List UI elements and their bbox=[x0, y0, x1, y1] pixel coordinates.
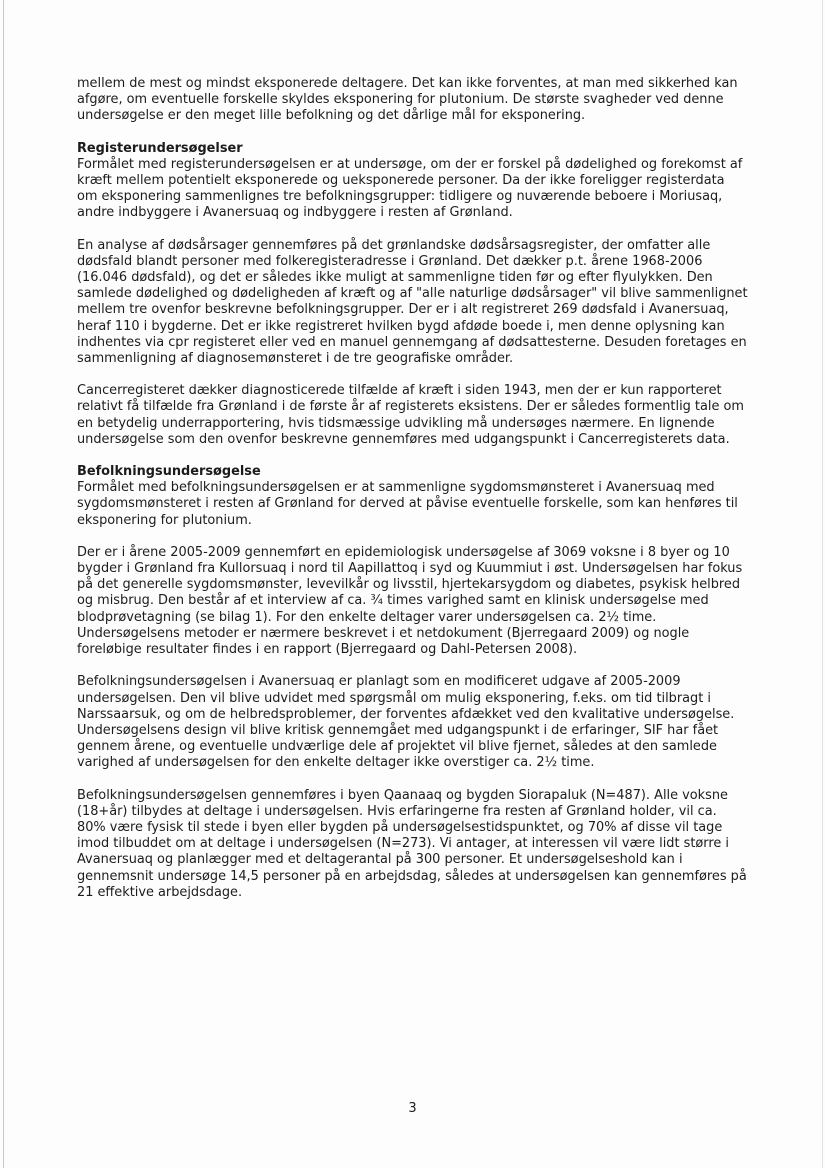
register-section bbox=[77, 141, 749, 448]
paragraph-gap bbox=[77, 529, 749, 545]
population-paragraph-avanersuaq-plan: Befolkningsundersøgelsen i Avanersuaq er planlagt som en modificeret udgave af 2005-2009 undersøgelsen. Den vil blive udvidet med spørgsmål om mulig eksponering, f.eks. om tid tilbragt i Narssaarsuk, og om de helbredsproblemer, der forventes afdækket ved den kvalitative undersøgelse. Undersøgelsens design vil blive kritisk gennemgået med udgangspunkt i de erfaringer, SIF har fået gennem årene, og eventuelle undværlige dele af projektet vil blive fjernet, således at den samlede varighed af undersøgelsen for den enkelte deltager ikke overstiger ca. 2½ time. bbox=[77, 674, 735, 771]
register-paragraph-causes-of-death: En analyse af dødsårsager gennemføres på det grønlandske dødsårsagsregister, der omfatter alle dødsfald blandt personer med folkeregisteradresse i Grønland. Det dækker p.t. årene 1968-2006 (16.046 dødsfald), og det er således ikke muligt at sammenligne tiden før og efter flyulykken. Den samlede dødelighed og dødeligheden af kræft og af "alle naturlige dødsårsager" vil blive sammenlignet mellem tre ovenfor beskrevne befolkningsgrupper. Der er i alt registreret 269 dødsfald i Avanersuaq, heraf 110 i bygderne. Det er ikke registreret hvilken bygd afdøde boede i, men denne oplysning kan indhentes via cpr registeret eller ved en manuel gennemgang af dødsattesterne. Desuden foretages en sammenligning af diagnosemønsteret i de tre geografiske områder. bbox=[77, 237, 748, 367]
paragraph-gap bbox=[77, 222, 749, 238]
register-paragraph-cancer-registry: Cancerregisteret dækker diagnosticerede tilfælde af kræft i siden 1943, men der er kun rapporteret relativt få tilfælde fra Grønland i de første år af registerets eksistens. Der er således formentlig tale om en betydelig underrapportering, hvis tidsmæssige udvikling må undersøges nærmere. En lignende undersøgelse som den ovenfor beskrevne gennemføres med udgangspunkt i Cancerregisterets data. bbox=[77, 383, 744, 447]
intro-paragraph: mellem de mest og mindst eksponerede deltagere. Det kan ikke forventes, at man med sikkerhed kan afgøre, om eventuelle forskelle skyldes eksponering for plutonium. De største svagheder ved denne undersøgelse er den meget lille befolkning og det dårlige mål for eksponering. bbox=[77, 76, 738, 124]
paragraph-gap bbox=[77, 367, 749, 383]
population-paragraph-qaanaaq-siorapaluk: Befolkningsundersøgelsen gennemføres i byen Qaanaaq og bygden Siorapaluk (N=487). Alle voksne (18+år) tilbydes at deltage i undersøgelsen. Hvis erfaringerne fra resten af Grønland holder, vil ca. 80% være fysisk til stede i byen eller bygden på undersøgelsestidspunktet, og 70% af disse vil tage imod tilbuddet om at deltage i undersøgelsen (N=273). Vi antager, at interessen vil være lidt større i Avanersuaq og planlægger med et deltagerantal på 300 personer. Et undersøgelseshold kan i gennemsnit undersøge 14,5 personer på en arbejdsdag, således at undersøgelsen kan gennemføres på 21 effektive arbejdsdage. bbox=[77, 787, 747, 900]
population-paragraph-survey-2005-2009: Der er i årene 2005-2009 gennemført en epidemiologisk undersøgelse af 3069 voksne i 8 byer og 10 bygder i Grønland fra Kullorsuaq i nord til Aapillattoq i syd og Kuummiut i øst. Undersøgelsen har fokus på det generelle sygdomsmønster, levevilkår og livsstil, hjertekarsygdom og diabetes, psykisk helbred og misbrug. Den består af et interview af ca. ¾ times varighed samt en klinisk undersøgelse med blodprøvetagning (se bilag 1). For den enkelte deltager varer undersøgelsen ca. 2½ time. Undersøgelsens metoder er nærmere beskrevet i et netdokument (Bjerregaard 2009) og nogle foreløbige resultater findes i en rapport (Bjerregaard og Dahl-Petersen 2008). bbox=[77, 544, 743, 658]
paragraph-gap bbox=[77, 125, 749, 141]
register-paragraph-purpose: Formålet med registerundersøgelsen er at undersøge, om der er forskel på dødelighed og forekomst af kræft mellem potentielt eksponerede og ueksponerede personer. Da der ikke foreligger registerdata om eksponering sammenlignes tre befolkningsgrupper: tidligere og nuværende beboere i Moriusaq, andre indbyggere i Avanersuaq og indbyggere i resten af Grønland. bbox=[77, 156, 743, 221]
paragraph-gap bbox=[77, 772, 749, 788]
scan-edge-right bbox=[822, 0, 823, 1168]
scan-edge-left bbox=[3, 0, 4, 1168]
page-number: 3 bbox=[408, 1101, 417, 1116]
register-heading: Registerundersøgelser bbox=[77, 140, 243, 156]
population-section bbox=[77, 464, 749, 901]
page-body bbox=[77, 76, 749, 901]
population-paragraph-purpose: Formålet med befolkningsundersøgelsen er at sammenligne sygdomsmønsteret i Avanersuaq med sygdomsmønsteret i resten af Grønland for derved at påvise eventuelle forskelle, som kan henføres til eksponering for plutonium. bbox=[77, 480, 738, 528]
paragraph-gap bbox=[77, 448, 749, 464]
population-heading: Befolkningsundersøgelse bbox=[77, 464, 261, 480]
paragraph-gap bbox=[77, 658, 749, 674]
